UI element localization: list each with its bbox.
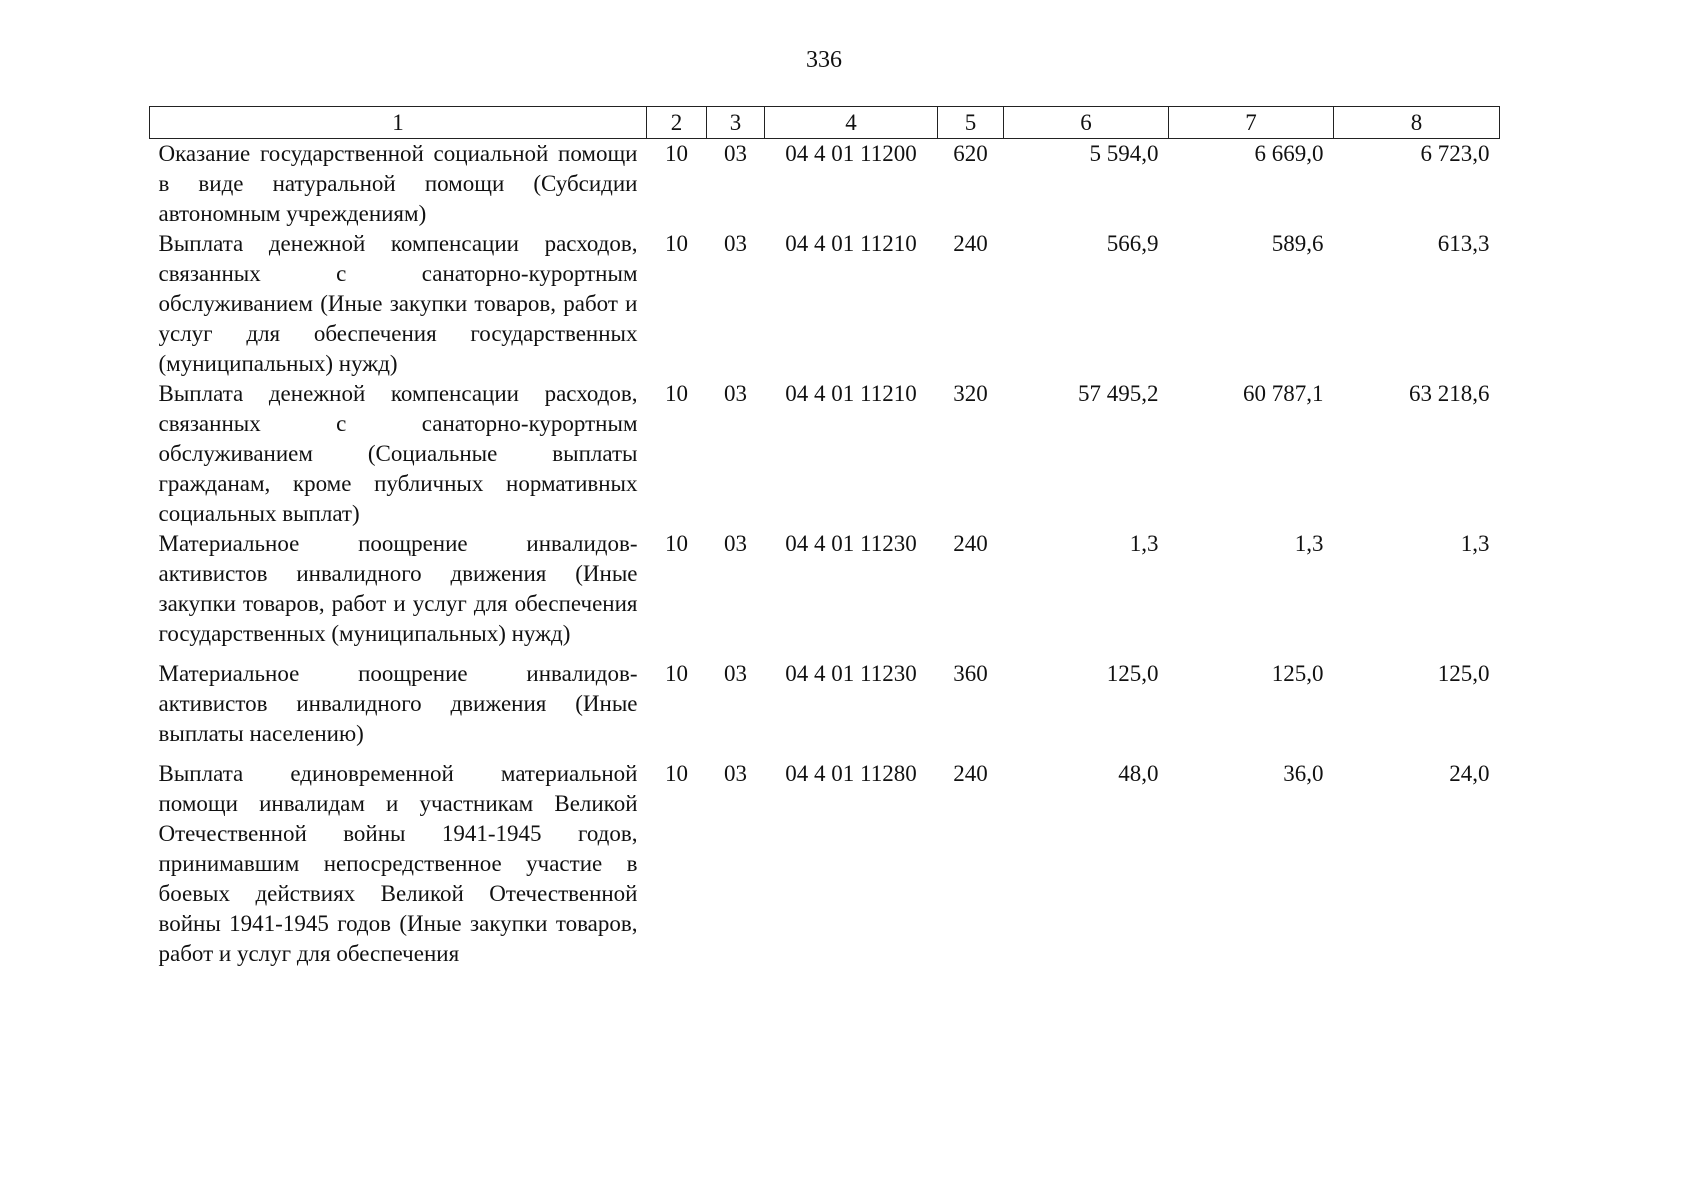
- expense-type-code: 360: [953, 661, 988, 686]
- table-row: [150, 229, 1500, 379]
- amount-col-6: 57 495,2: [1078, 381, 1159, 406]
- section-code: 10: [665, 661, 688, 686]
- amount-col-6: 48,0: [1118, 761, 1159, 786]
- subsection-code: 03: [724, 531, 747, 556]
- expense-type-code: 320: [953, 381, 988, 406]
- subsection-code: 03: [724, 231, 747, 256]
- section-code: 10: [665, 761, 688, 786]
- amount-col-6: 125,0: [1106, 661, 1159, 686]
- amount-col-7: 1,3: [1294, 531, 1324, 556]
- amount-col-7: 6 669,0: [1254, 141, 1324, 166]
- target-article-code: 04 4 01 11210: [785, 381, 917, 406]
- section-code: 10: [665, 231, 688, 256]
- target-article-code: 04 4 01 11200: [785, 141, 917, 166]
- table-row: [150, 649, 1500, 749]
- budget-table: [149, 106, 1500, 969]
- amount-col-6: 566,9: [1106, 231, 1159, 256]
- amount-col-8: 6 723,0: [1420, 141, 1490, 166]
- subsection-code: 03: [724, 661, 747, 686]
- target-article-code: 04 4 01 11230: [785, 661, 917, 686]
- section-code: 10: [665, 141, 688, 166]
- row-description: Оказание государственной социальной помощи в виде натуральной помощи (Субсидии автономным учреждениям): [158, 141, 638, 226]
- table-header-row: [150, 107, 1500, 139]
- section-code: 10: [665, 531, 688, 556]
- target-article-code: 04 4 01 11210: [785, 231, 917, 256]
- amount-col-8: 63 218,6: [1409, 381, 1490, 406]
- amount-col-7: 36,0: [1283, 761, 1324, 786]
- amount-col-7: 60 787,1: [1243, 381, 1324, 406]
- amount-col-6: 1,3: [1129, 531, 1159, 556]
- column-header-7: 7: [1169, 107, 1334, 139]
- row-description: Выплата денежной компенсации расходов, связанных с санаторно-курортным обслуживанием (Иные закупки товаров, работ и услуг для обеспечения государственных (муниципальных) нужд): [158, 231, 638, 376]
- amount-col-8: 1,3: [1460, 531, 1490, 556]
- amount-col-6: 5 594,0: [1089, 141, 1159, 166]
- row-description: Выплата единовременной материальной помощи инвалидам и участникам Великой Отечественной войны 1941-1945 годов, принимавшим непосредственное участие в боевых действиях Великой Отечественной войны 1941-1945 годов (Иные закупки товаров, работ и услуг для обеспечения: [158, 761, 638, 966]
- table-row: [150, 749, 1500, 969]
- target-article-code: 04 4 01 11230: [785, 531, 917, 556]
- amount-col-8: 613,3: [1437, 231, 1490, 256]
- table-row: [150, 529, 1500, 649]
- amount-col-8: 125,0: [1437, 661, 1490, 686]
- column-header-3: 3: [707, 107, 765, 139]
- subsection-code: 03: [724, 381, 747, 406]
- column-header-2: 2: [647, 107, 707, 139]
- subsection-code: 03: [724, 761, 747, 786]
- section-code: 10: [665, 381, 688, 406]
- row-description: Выплата денежной компенсации расходов, связанных с санаторно-курортным обслуживанием (Социальные выплаты гражданам, кроме публичных нормативных социальных выплат): [158, 381, 638, 526]
- target-article-code: 04 4 01 11280: [785, 761, 917, 786]
- expense-type-code: 240: [953, 761, 988, 786]
- table-row: [150, 379, 1500, 529]
- column-header-5: 5: [938, 107, 1004, 139]
- column-header-4: 4: [765, 107, 938, 139]
- column-header-8: 8: [1334, 107, 1500, 139]
- amount-col-7: 125,0: [1271, 661, 1324, 686]
- column-header-6: 6: [1004, 107, 1169, 139]
- amount-col-8: 24,0: [1449, 761, 1490, 786]
- column-header-1: 1: [150, 107, 647, 139]
- page-number: 336: [806, 47, 842, 73]
- expense-type-code: 620: [953, 141, 988, 166]
- subsection-code: 03: [724, 141, 747, 166]
- row-description: Материальное поощрение инвалидов-активистов инвалидного движения (Иные закупки товаров, работ и услуг для обеспечения государственных (муниципальных) нужд): [158, 531, 638, 646]
- table-row: [150, 139, 1500, 230]
- expense-type-code: 240: [953, 531, 988, 556]
- amount-col-7: 589,6: [1271, 231, 1324, 256]
- expense-type-code: 240: [953, 231, 988, 256]
- row-description: Материальное поощрение инвалидов-активистов инвалидного движения (Иные выплаты населению): [158, 661, 638, 746]
